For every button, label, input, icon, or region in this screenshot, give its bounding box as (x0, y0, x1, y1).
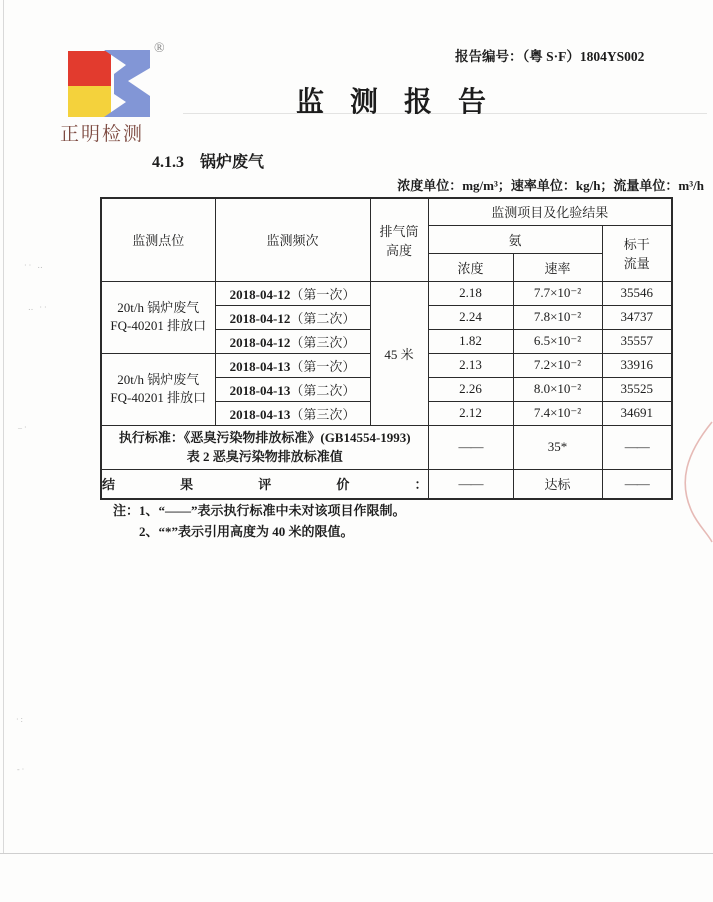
sample-date: 2018-04-12 (229, 334, 291, 350)
table-row (101, 281, 672, 305)
flow-header-line1: 标干 (623, 237, 650, 252)
result-flow: —— (602, 469, 672, 499)
logo-yellow-square (68, 86, 111, 117)
report-number: 报告编号：（粤 S·F）1804YS002 (455, 49, 645, 64)
logo-red-square (68, 51, 111, 86)
result-row (101, 469, 672, 499)
document-title: 监测报告 (296, 87, 513, 118)
result-label: 结果评价： (101, 469, 428, 499)
rate-value: 7.7×10⁻² (513, 281, 602, 305)
result-concentration: —— (428, 469, 513, 499)
sample-seq: （第一次） (290, 286, 356, 302)
sample-seq: （第三次） (290, 406, 356, 422)
standard-label (101, 425, 428, 469)
col-header-stack-height (370, 198, 428, 281)
registered-trademark-icon: ® (154, 41, 165, 56)
sample-date: 2018-04-13 (229, 382, 291, 398)
notes-prefix: 注： (113, 503, 140, 518)
monitoring-point (101, 281, 215, 353)
concentration-value: 2.18 (428, 281, 513, 305)
standard-line1: 执行标准：《恶臭污染物排放标准》(GB14554-1993) (118, 429, 411, 445)
rate-value: 7.8×10⁻² (513, 305, 602, 329)
col-header-results-group: 监测项目及化验结果 (428, 198, 672, 225)
logo-company-name: 正明检测 (60, 124, 145, 145)
header-rule (183, 113, 707, 114)
rate-value: 7.4×10⁻² (513, 401, 602, 425)
footnotes (113, 500, 406, 542)
red-pen-mark (672, 420, 713, 550)
col-header-rate: 速率 (513, 253, 602, 281)
footnote-2: 2、“*”表示引用高度为 40 米的限值。 (139, 524, 354, 539)
sample-seq: （第二次） (290, 310, 356, 326)
standard-rate-limit: 35* (513, 425, 602, 469)
standard-concentration: —— (428, 425, 513, 469)
scan-artifact: -· (17, 765, 27, 774)
flow-value: 34691 (602, 401, 672, 425)
scan-edge-left (3, 0, 4, 853)
scan-artifact: ·: (16, 715, 25, 724)
stack-header-line2: 高度 (385, 242, 412, 258)
flow-value: 35557 (602, 329, 672, 353)
sample-date: 2018-04-13 (229, 358, 291, 374)
stack-height-value: 45 米 (370, 281, 428, 425)
frequency-cell (215, 377, 370, 401)
concentration-value: 2.12 (428, 401, 513, 425)
standard-flow: —— (602, 425, 672, 469)
sample-date: 2018-04-12 (229, 310, 291, 326)
monitoring-results-table (100, 197, 673, 500)
flow-value: 34737 (602, 305, 672, 329)
scan-edge-bottom (0, 853, 713, 854)
standard-line2: 表 2 恶臭污染物排放标准值 (186, 449, 343, 464)
section-heading: 4.1.3 锅炉废气 (152, 154, 265, 171)
rate-value: 7.2×10⁻² (513, 353, 602, 377)
point-line2: FQ-40201 排放口 (110, 390, 207, 405)
rate-value: 8.0×10⁻² (513, 377, 602, 401)
frequency-cell (215, 329, 370, 353)
rate-value: 6.5×10⁻² (513, 329, 602, 353)
flow-value: 35525 (602, 377, 672, 401)
scan-artifact: ·· ‥ (24, 261, 45, 270)
flow-value: 35546 (602, 281, 672, 305)
col-header-frequency: 监测频次 (215, 198, 370, 281)
col-header-flow (602, 225, 672, 281)
frequency-cell (215, 353, 370, 377)
point-line1: 20t/h 锅炉废气 (117, 371, 200, 387)
concentration-value: 2.24 (428, 305, 513, 329)
monitoring-point (101, 353, 215, 425)
footnote-1: 1、“——”表示执行标准中未对该项目作限制。 (139, 503, 406, 518)
col-header-ammonia: 氨 (428, 225, 602, 253)
frequency-cell (215, 281, 370, 305)
result-verdict: 达标 (513, 469, 602, 499)
concentration-value: 2.13 (428, 353, 513, 377)
stack-header-line1: 排气筒 (379, 223, 419, 239)
sample-seq: （第二次） (290, 382, 356, 398)
concentration-value: 2.26 (428, 377, 513, 401)
col-header-concentration: 浓度 (428, 253, 513, 281)
col-header-point: 监测点位 (101, 198, 215, 281)
point-line1: 20t/h 锅炉废气 (117, 299, 200, 315)
sample-date: 2018-04-12 (229, 286, 291, 302)
sample-date: 2018-04-13 (229, 406, 291, 422)
units-note: 浓度单位：mg/m³；速率单位：kg/h；流量单位：m³/h (397, 178, 704, 193)
sample-seq: （第三次） (290, 334, 356, 350)
concentration-value: 1.82 (428, 329, 513, 353)
frequency-cell (215, 305, 370, 329)
frequency-cell (215, 401, 370, 425)
flow-value: 33916 (602, 353, 672, 377)
point-line2: FQ-40201 排放口 (110, 318, 207, 333)
standard-row (101, 425, 672, 469)
flow-header-line2: 流量 (623, 256, 650, 271)
sample-seq: （第一次） (290, 358, 356, 374)
scan-artifact: –· (18, 423, 29, 432)
scan-artifact: ‥ ·· (28, 303, 49, 312)
